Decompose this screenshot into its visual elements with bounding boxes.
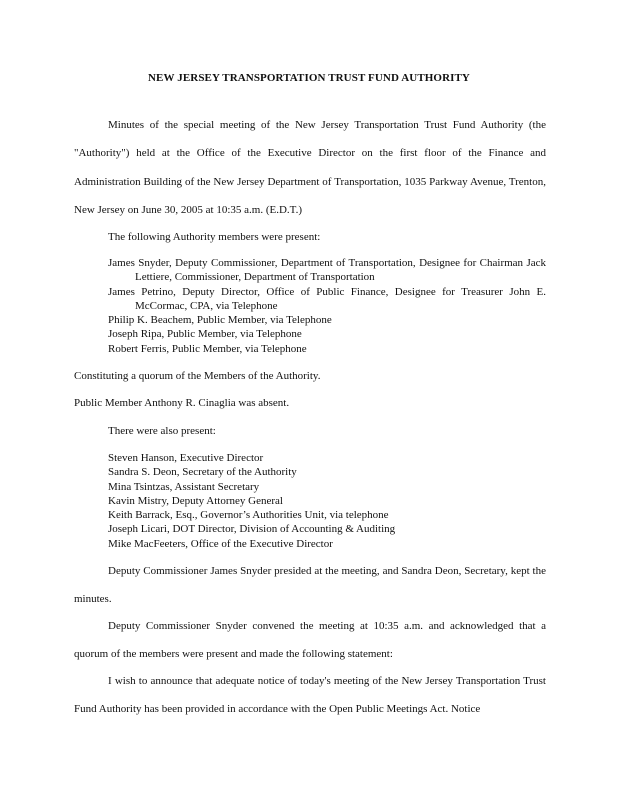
document-title: NEW JERSEY TRANSPORTATION TRUST FUND AUTHORITY <box>148 72 470 84</box>
statement-paragraph <box>74 667 546 724</box>
attendee-item: Keith Barrack, Esq., Governor’s Authorities Unit, via telephone <box>108 509 389 522</box>
intro-text: Minutes of the special meeting of the New Jersey Transportation Trust Fund Authority (the "Authority") held at the Office of the Executive Director on the first floor of the Finance and Administration Building of the New Jersey Department of Transportation, 1035 Parkway Avenue, Trenton, New Jersey on June 30, 2005 at 10:35 a.m. (E.D.T.) <box>74 119 546 216</box>
attendee-item: Mike MacFeeters, Office of the Executive Director <box>108 537 333 550</box>
also-present-heading: There were also present: <box>108 425 216 437</box>
absent-line: Public Member Anthony R. Cinaglia was absent. <box>74 397 290 409</box>
member-item: James Snyder, Deputy Commissioner, Department of Transportation, Designee for Chairman Jack Lettiere, Commissioner, Department of Transportation <box>108 257 546 284</box>
attendee-item: Steven Hanson, Executive Director <box>108 452 264 464</box>
member-item: James Petrino, Deputy Director, Office of Public Finance, Designee for Treasurer John E. McCormac, CPA, via Telephone <box>108 285 546 312</box>
presided-paragraph <box>74 557 546 614</box>
also-present-list <box>108 451 546 551</box>
quorum-line: Constituting a quorum of the Members of the Authority. <box>74 370 321 382</box>
attendee-item: Joseph Licari, DOT Director, Division of Accounting & Auditing <box>108 523 396 536</box>
presided-text: Deputy Commissioner James Snyder presided at the meeting, and Sandra Deon, Secretary, kept the minutes. <box>74 565 546 606</box>
member-item: Robert Ferris, Public Member, via Telephone <box>108 342 307 355</box>
attendee-item: Sandra S. Deon, Secretary of the Authority <box>108 466 297 479</box>
intro-paragraph <box>74 111 546 224</box>
convened-paragraph <box>74 612 546 669</box>
attendee-item: Kavin Mistry, Deputy Attorney General <box>108 494 283 507</box>
member-item: Philip K. Beachem, Public Member, via Telephone <box>108 314 332 327</box>
members-heading: The following Authority members were present: <box>108 231 321 243</box>
attendee-item: Mina Tsintzas, Assistant Secretary <box>108 480 260 493</box>
convened-text: Deputy Commissioner Snyder convened the meeting at 10:35 a.m. and acknowledged that a quorum of the members were present and made the following statement: <box>74 620 546 661</box>
member-item: Joseph Ripa, Public Member, via Telephone <box>108 328 302 341</box>
members-list <box>108 256 546 356</box>
statement-text: I wish to announce that adequate notice of today's meeting of the New Jersey Transportation Trust Fund Authority has been provided in accordance with the Open Public Meetings Act. Notice <box>74 675 546 716</box>
